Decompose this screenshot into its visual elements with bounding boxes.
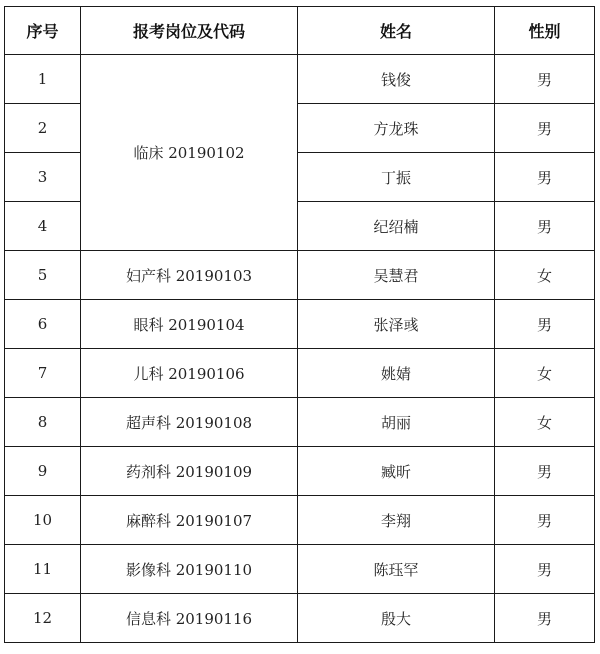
table-row <box>5 447 595 496</box>
cell-gender: 男 <box>495 153 595 202</box>
candidate-table <box>4 6 595 643</box>
cell-gender: 女 <box>495 398 595 447</box>
cell-name: 丁振 <box>298 153 495 202</box>
cell-no: 6 <box>5 300 81 349</box>
cell-name: 钱俊 <box>298 55 495 104</box>
cell-no: 5 <box>5 251 81 300</box>
header-no: 序号 <box>5 7 81 55</box>
cell-post: 眼科 20190104 <box>81 300 298 349</box>
table-row <box>5 545 595 594</box>
header-row <box>5 7 595 55</box>
cell-post: 药剂科 20190109 <box>81 447 298 496</box>
cell-gender: 女 <box>495 251 595 300</box>
cell-name: 方龙珠 <box>298 104 495 153</box>
cell-name: 殷大 <box>298 594 495 643</box>
cell-name: 李翔 <box>298 496 495 545</box>
cell-post: 麻醉科 20190107 <box>81 496 298 545</box>
cell-gender: 男 <box>495 104 595 153</box>
cell-name: 纪绍楠 <box>298 202 495 251</box>
cell-post: 妇产科 20190103 <box>81 251 298 300</box>
cell-gender: 男 <box>495 594 595 643</box>
cell-no: 9 <box>5 447 81 496</box>
cell-no: 2 <box>5 104 81 153</box>
cell-post: 超声科 20190108 <box>81 398 298 447</box>
header-name: 姓名 <box>298 7 495 55</box>
cell-name: 胡丽 <box>298 398 495 447</box>
table-row <box>5 496 595 545</box>
cell-no: 3 <box>5 153 81 202</box>
cell-name: 姚婧 <box>298 349 495 398</box>
header-gender: 性别 <box>495 7 595 55</box>
header-post: 报考岗位及代码 <box>81 7 298 55</box>
cell-post: 影像科 20190110 <box>81 545 298 594</box>
table-row <box>5 594 595 643</box>
cell-no: 12 <box>5 594 81 643</box>
table-row <box>5 251 595 300</box>
cell-post: 临床 20190102 <box>81 55 298 251</box>
cell-gender: 男 <box>495 300 595 349</box>
cell-name: 张泽彧 <box>298 300 495 349</box>
cell-gender: 男 <box>495 55 595 104</box>
cell-gender: 男 <box>495 545 595 594</box>
cell-gender: 女 <box>495 349 595 398</box>
cell-gender: 男 <box>495 496 595 545</box>
table-row <box>5 55 595 104</box>
cell-name: 吴慧君 <box>298 251 495 300</box>
cell-no: 1 <box>5 55 81 104</box>
table-row <box>5 349 595 398</box>
cell-no: 11 <box>5 545 81 594</box>
cell-post: 信息科 20190116 <box>81 594 298 643</box>
cell-post: 儿科 20190106 <box>81 349 298 398</box>
table-row <box>5 398 595 447</box>
cell-gender: 男 <box>495 202 595 251</box>
cell-no: 4 <box>5 202 81 251</box>
cell-no: 8 <box>5 398 81 447</box>
cell-name: 陈珏罕 <box>298 545 495 594</box>
table-row <box>5 300 595 349</box>
cell-no: 7 <box>5 349 81 398</box>
cell-no: 10 <box>5 496 81 545</box>
cell-gender: 男 <box>495 447 595 496</box>
cell-name: 臧昕 <box>298 447 495 496</box>
